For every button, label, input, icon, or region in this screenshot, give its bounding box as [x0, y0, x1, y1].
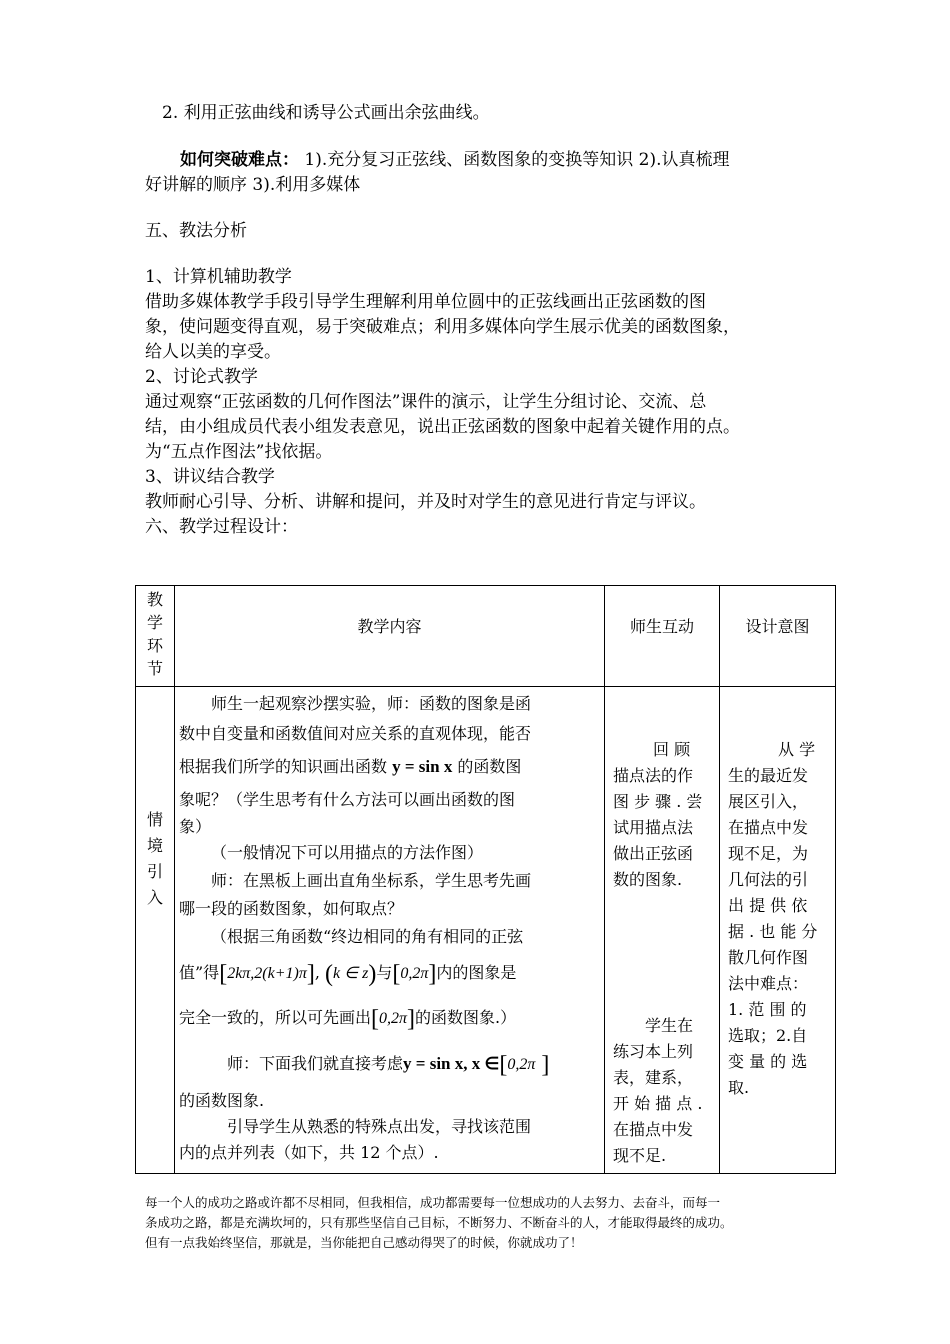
section-heading: 五、教法分析 [145, 221, 247, 241]
intent-line: 几何法的引 [728, 870, 809, 889]
intent-line: 选取；2.自 [728, 1026, 808, 1045]
header-stage: 教学环节 [146, 590, 163, 678]
intent-line: 1. 范 围 的 [728, 1000, 807, 1019]
text-line: 结，由小组成员代表小组发表意见，说出正弦函数的图象中起着关键作用的点。 [145, 417, 740, 437]
formula-0-2pi: 0,2π [379, 1010, 408, 1027]
intent-line: 据 . 也 能 分 [728, 922, 818, 941]
subheading: 2、讨论式教学 [145, 367, 258, 387]
formula-0-2pi: 0,2π [507, 1056, 536, 1073]
intent-line: 变 量 的 选 [728, 1052, 808, 1071]
stage-cell [136, 687, 175, 1174]
content-text: 内的图象是 [436, 963, 517, 982]
content-body [175, 687, 604, 1168]
table-header-row [136, 586, 836, 687]
formula-k-in-z: k ∈ z [333, 965, 369, 982]
interaction-line: 数的图象. [613, 870, 683, 889]
header-interaction-cell [605, 586, 720, 687]
text-line: 为“五点作图法”找依据。 [145, 442, 333, 462]
formula-domain: y = sin x, x ∈ [403, 1054, 500, 1073]
text-line: 给人以美的享受。 [145, 342, 281, 362]
interaction-line: 表，建系， [613, 1068, 694, 1087]
text-line: 借助多媒体教学手段引导学生理解利用单位圆中的正弦线画出正弦函数的图 [145, 292, 706, 312]
content-line: 象呢？（学生思考有什么方法可以画出函数的图 [179, 790, 516, 809]
content-line: 师：在黑板上画出直角坐标系，学生思考先画 [211, 871, 532, 890]
subheading: 1、计算机辅助教学 [145, 267, 292, 287]
content-line: （一般情况下可以用描点的方法作图） [211, 843, 484, 862]
section-heading: 六、教学过程设计： [145, 517, 298, 537]
content-text: 完全一致的，所以可先画出 [179, 1008, 372, 1027]
content-line: 哪一段的函数图象，如何取点？ [179, 899, 404, 918]
content-line: 内的点并列表（如下，共 12 个点）. [179, 1143, 439, 1162]
difficulty-text: 1).充分复习正弦线、函数图象的变换等知识 2).认真梳理 [299, 150, 730, 170]
interaction-line: 现不足. [613, 1146, 667, 1165]
interaction-line: 开 始 描 点 . [613, 1094, 703, 1113]
intent-line: 法中难点： [728, 974, 809, 993]
footer-quote [145, 1193, 825, 1253]
text-line: 2. 利用正弦曲线和诱导公式画出余弦曲线。 [162, 103, 490, 123]
content-text: 的函数图象.） [415, 1008, 517, 1027]
intent-line: 现不足，为 [728, 844, 809, 863]
content-line: 值”得[2kπ,2(k+1)π], (k ∈ z)与[0,2π]内的图象是 [179, 961, 517, 987]
content-line: （根据三角函数“终边相同的角有相同的正弦 [211, 927, 524, 946]
intent-line: 展区引入， [728, 792, 809, 811]
difficulty-label: 如何突破难点： [180, 150, 299, 170]
intent-line: 取. [728, 1078, 750, 1097]
interaction-line: 在描点中发 [613, 1120, 694, 1139]
text-line: 好讲解的顺序 3).利用多媒体 [145, 175, 361, 195]
header-content-cell [175, 586, 605, 687]
content-line: 的函数图象. [179, 1091, 265, 1110]
content-text: 的函数图 [452, 757, 522, 776]
interaction-line: 练习本上列 [613, 1042, 694, 1061]
stage-label: 情境引入 [146, 810, 163, 907]
table-row [136, 687, 836, 1174]
intent-line: 散几何作图 [728, 948, 809, 967]
header-stage-cell [136, 586, 175, 687]
content-line: 引导学生从熟悉的特殊点出发，寻找该范围 [227, 1117, 532, 1136]
content-line: 象） [179, 817, 212, 836]
interaction-body [605, 687, 719, 1173]
content-text: 根据我们所学的知识画出函数 [179, 757, 393, 776]
interaction-line: 图 步 骤 . 尝 [613, 792, 703, 811]
content-cell [175, 687, 605, 1174]
text-line: 通过观察“正弦函数的几何作图法”课件的演示，让学生分组讨论、交流、总 [145, 392, 707, 412]
interaction-line: 试用描点法 [613, 818, 694, 837]
content-line [179, 749, 600, 785]
content-line: 完全一致的，所以可先画出[0,2π]的函数图象.） [179, 1006, 517, 1032]
content-line: 师：下面我们就直接考虑y = sin x, x ∈[0,2π ] [227, 1052, 550, 1078]
teaching-process-table [135, 585, 836, 1174]
interaction-line: 回 顾 [653, 740, 691, 759]
formula-interval: 2kπ,2(k+1)π [227, 965, 307, 982]
formula-0-2pi: 0,2π [400, 965, 429, 982]
footer-line: 条成功之路，都是充满坎坷的，只有那些坚信自己目标，不断努力、不断奋斗的人，才能取得最终的成功。 [145, 1215, 733, 1230]
text-line: 教师耐心引导、分析、讲解和提问，并及时对学生的意见进行肯定与评议。 [145, 492, 706, 512]
content-line: 师生一起观察沙摆实验，师：函数的图象是函 [211, 694, 532, 713]
interaction-line: 学生在 [645, 1016, 694, 1035]
text-line: 象，使问题变得直观，易于突破难点；利用多媒体向学生展示优美的函数图象， [145, 317, 740, 337]
intent-cell [720, 687, 836, 1174]
intent-body [720, 687, 835, 1105]
formula-sinx: y = sin x [392, 757, 453, 776]
content-text: 值”得 [179, 963, 220, 982]
intent-line: 生的最近发 [728, 766, 809, 785]
intent-line: 出 提 供 依 [728, 896, 808, 915]
header-interaction: 师生互动 [629, 617, 694, 636]
intent-line: 在描点中发 [728, 818, 809, 837]
interaction-line: 描点法的作 [613, 766, 694, 785]
footer-line: 每一个人的成功之路或许都不尽相同，但我相信，成功都需要每一位想成功的人去努力、去奋斗，而每一 [145, 1195, 721, 1210]
footer-line: 但有一点我始终坚信，那就是，当你能把自己感动得哭了的时候，你就成功了！ [145, 1235, 583, 1250]
subheading: 3、讲议结合教学 [145, 467, 275, 487]
content-text: 师：下面我们就直接考虑 [227, 1054, 404, 1073]
interaction-line: 做出正弦函 [613, 844, 694, 863]
text-line [180, 148, 730, 172]
header-intent: 设计意图 [745, 617, 810, 636]
content-text: 与 [376, 963, 393, 982]
interaction-cell [605, 687, 720, 1174]
header-content: 教学内容 [357, 617, 422, 636]
intent-line: 从 学 [778, 740, 816, 759]
content-line: 数中自变量和函数值间对应关系的直观体现，能否 [179, 724, 532, 743]
header-intent-cell [720, 586, 836, 687]
